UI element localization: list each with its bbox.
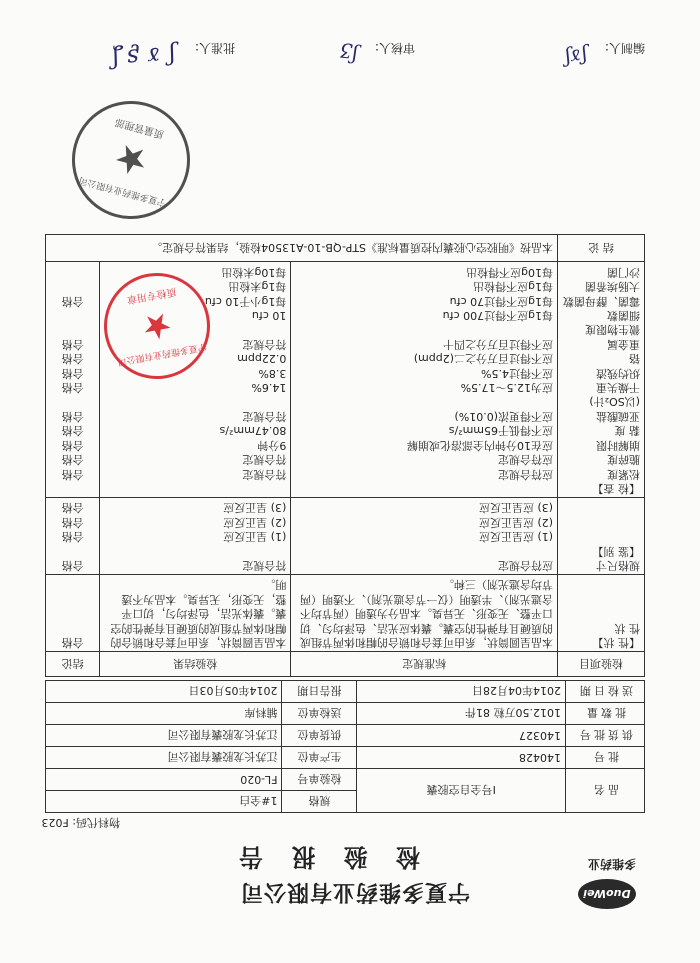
ident-1-conc: 合格	[61, 530, 84, 544]
tight-res: 符合规定	[242, 467, 287, 481]
ident-3-std: (3) 应呈正反应	[478, 501, 554, 515]
table-row	[46, 497, 645, 574]
approved-label: 批准人:	[194, 41, 235, 55]
report-date-value: 2014年05月03日	[46, 681, 282, 703]
maker-label: 生产单位	[282, 747, 357, 769]
table-row	[46, 574, 645, 651]
send-date-label: 送检日期	[566, 681, 645, 703]
section-props: 【性 状】	[592, 636, 640, 649]
ident-2-conc: 合格	[61, 515, 84, 529]
star-icon: ★	[108, 134, 154, 186]
brittle-res: 符合规定	[242, 453, 287, 467]
coli-item: 大肠埃希菌	[585, 280, 640, 294]
visc-std: 应不得低于65mm²/s	[448, 424, 554, 438]
name-label: 品名	[566, 769, 645, 813]
ash-conc: 合格	[61, 366, 84, 380]
mold-std: 每1g应不得过70 cfu	[449, 294, 554, 308]
props-conc: 合格	[61, 636, 84, 649]
dry-std: 应为12.5～17.5%	[460, 381, 554, 395]
sulfite-std: 应不得更浓(0.01%)	[454, 409, 554, 423]
ash-item: 炽灼残渣	[596, 366, 640, 380]
disint-std: 应在10分钟内全部溶化或崩解	[407, 438, 554, 452]
supplier-value: 江苏长龙胶囊有限公司	[46, 725, 282, 747]
head-std: 标准规定	[291, 652, 558, 677]
dry-res: 14.6%	[251, 381, 287, 395]
supplier-batch-label: 供货批号	[566, 725, 645, 747]
qa-stamp	[59, 88, 204, 233]
size-res: 符合规定	[242, 558, 287, 572]
ident-2-res: (2) 呈正反应	[223, 515, 287, 529]
ash-res: 3.8%	[258, 366, 287, 380]
coli-res: 每1g未检出	[228, 280, 287, 294]
report-date-label: 报告日期	[282, 681, 357, 703]
props-std: 本品呈圆筒状，系由可套合和锁合的帽和体两节组成的质硬且有弹性的空囊。囊体应光洁、色泽均匀、切口平整、无变形、无异臭。本品分为透明（两节均不含遮光剂）、半透明（仅一节含遮光剂）、不透明（两节均含遮光剂）三种。	[300, 578, 554, 649]
batch-label: 批号	[566, 747, 645, 769]
sulfite-conc: 合格	[61, 409, 84, 423]
material-code: 物料代码: F023	[41, 816, 120, 829]
sulfite-res: 符合规定	[242, 409, 287, 423]
batch-value: 140428	[357, 747, 566, 769]
dept-value: 辅料库	[46, 703, 282, 725]
bact-std: 每1g应不得过700 cfu	[442, 309, 554, 323]
conclusion-text: 本品按《明胶空心胶囊内控质量标准》STP-QB-10-A13504检验，结果符合规定。	[46, 235, 558, 262]
qa-stamp-sub: 质量管理部	[114, 115, 166, 140]
conclusion-label: 结 论	[558, 235, 645, 262]
logo-mark: DuoWei	[578, 879, 636, 909]
salm-item: 沙门菌	[607, 265, 640, 279]
table-row	[46, 235, 645, 262]
hm-std: 应不得过百万分之四十	[443, 337, 554, 351]
cr-std: 应不得过百万分之二(2ppm)	[413, 352, 554, 366]
disint-conc: 合格	[61, 438, 84, 452]
sulfite-item: 亚硫酸盐	[596, 409, 640, 423]
dry-item: 干燥失重	[596, 381, 640, 395]
quantity-label: 批数量	[566, 703, 645, 725]
cr-res: 0.22ppm	[237, 352, 287, 366]
report-no-label: 检验单号	[282, 769, 357, 791]
props-res: 本品呈圆筒状，系由可套合和锁合的帽和体两节组成的质硬且有弹性的空囊。囊体光洁，色泽均匀，切口平整，无变形，无异臭。本品为不透明。	[110, 578, 287, 649]
micro-conc: 合格	[61, 294, 84, 308]
send-date-value: 2014年04月28日	[357, 681, 566, 703]
coli-std: 每1g应不得检出	[473, 280, 554, 294]
bact-res: 10 cfu	[251, 309, 287, 323]
salm-res: 每10g未检出	[221, 265, 287, 279]
visc-res: 80.47mm²/s	[219, 424, 287, 438]
qa-stamp-text: 宁夏多维药业有限公司	[77, 174, 168, 208]
dry-conc: 合格	[61, 381, 84, 395]
tight-item: 松紧度	[607, 467, 640, 481]
hm-res: 符合规定	[242, 337, 287, 351]
sulfite-sub: (以SO₂计)	[589, 395, 640, 409]
star-icon: ★	[138, 303, 176, 349]
supplier-label: 供货单位	[282, 725, 357, 747]
tight-conc: 合格	[61, 467, 84, 481]
qc-stamp-text: 宁夏多维药业有限公司	[116, 340, 208, 367]
visc-item: 黏 度	[614, 424, 640, 438]
approver-signature-ink: ʃ ɤ ʂ ʆ	[111, 40, 176, 74]
company-name: 宁夏多维药业有限公司	[239, 879, 470, 904]
brittle-item: 脆碎度	[607, 453, 640, 467]
head-item: 检验项目	[558, 652, 645, 677]
report-title: 检 验 报 告	[228, 843, 420, 871]
logo-text: 多维药业	[587, 857, 636, 871]
ash-std: 应不得过4.5%	[481, 366, 554, 380]
cr-conc: 合格	[61, 352, 84, 366]
company-logo	[526, 839, 636, 909]
head-res: 检验结果	[100, 652, 291, 677]
section-check: 【检 查】	[592, 481, 640, 495]
reviewed-label: 审核人:	[374, 41, 415, 55]
visc-conc: 合格	[61, 424, 84, 438]
spec-value: 1#全白	[46, 791, 282, 813]
ident-2-std: (2) 应呈正反应	[478, 515, 554, 529]
spec-label: 规格	[282, 791, 357, 813]
compiled-label: 编制人:	[604, 41, 645, 55]
dept-label: 送检单位	[282, 703, 357, 725]
disint-item: 崩解时限	[596, 438, 640, 452]
mold-res: 每1g小于10 cfu	[204, 294, 287, 308]
reviewer-signature-ink: ʃʒ	[339, 42, 359, 68]
size-std: 应符合规定	[498, 558, 554, 572]
disint-res: 9分钟	[257, 438, 287, 452]
hm-conc: 合格	[61, 337, 84, 351]
report-no-value: FL-020	[46, 769, 282, 791]
qc-stamp-sub: 质检专用章	[125, 285, 178, 305]
head-conc: 结论	[46, 652, 100, 677]
supplier-batch-value: 140327	[357, 725, 566, 747]
section-ident: 【鉴 别】	[592, 544, 640, 558]
ident-3-conc: 合格	[61, 501, 84, 515]
size-conc: 合格	[61, 558, 84, 572]
brittle-std: 应符合规定	[498, 453, 554, 467]
props-item: 性 状	[614, 621, 640, 635]
tight-std: 应符合规定	[498, 467, 554, 481]
cr-item: 铬	[629, 352, 640, 366]
bact-item: 细菌数	[607, 309, 640, 323]
ident-1-res: (1) 呈正反应	[223, 530, 287, 544]
name-value: I号全自空胶囊	[357, 769, 566, 813]
maker-value: 江苏长龙胶囊有限公司	[46, 747, 282, 769]
hm-item: 重金属	[607, 337, 640, 351]
size-item: 规格尺寸	[596, 558, 640, 572]
micro-item: 微生物限度	[585, 323, 640, 337]
mold-item: 霉菌、酵母菌数	[563, 294, 640, 308]
ident-3-res: (3) 呈正反应	[223, 501, 287, 515]
salm-std: 每10g应不得检出	[466, 265, 554, 279]
info-table	[45, 680, 645, 813]
quantity-value: 1012.50万粒 81件	[357, 703, 566, 725]
brittle-conc: 合格	[61, 453, 84, 467]
compiler-signature-ink: ʃɤʃ	[563, 43, 589, 71]
ident-1-std: (1) 应呈正反应	[478, 530, 554, 544]
